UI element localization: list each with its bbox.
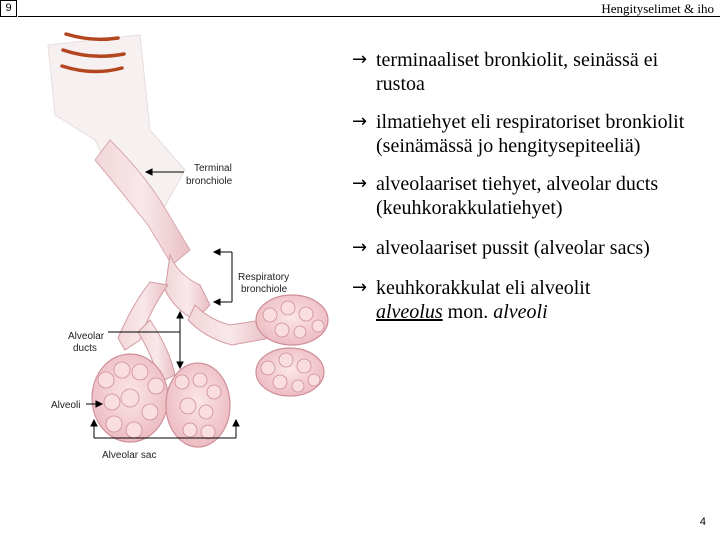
bullet-text: alveolaariset tiehyet, alveolar ducts (keuhkorakkulatiehyet) <box>376 173 659 219</box>
slide-number: 9 <box>0 0 17 17</box>
arrow-icon: → <box>352 277 368 298</box>
label-ducts-1: Alveolar <box>68 331 105 342</box>
bullet-text: alveolaariset pussit (alveolar sacs) <box>376 237 650 259</box>
bullet-respiratory-bronchioles <box>352 110 712 158</box>
label-sac: Alveolar sac <box>102 450 157 461</box>
label-terminal-2: bronchiole <box>186 176 233 187</box>
bullet-alveolar-ducts <box>352 172 712 220</box>
page-number: 4 <box>699 516 706 528</box>
bullet-text: keuhkorakkulat eli alveolit <box>376 277 591 299</box>
bullet-text: terminaaliset bronkiolit, seinässä ei rustoa <box>376 49 659 95</box>
label-respiratory-1: Respiratory <box>238 272 290 283</box>
label-terminal-1: Terminal <box>194 163 232 174</box>
term-plural: alveoli <box>493 301 548 323</box>
cartilage-ring-1 <box>66 34 118 39</box>
bronchiole-diagram <box>0 20 340 470</box>
bullet-alveoli <box>352 276 712 324</box>
bullet-terminal-bronchioles <box>352 48 712 96</box>
bronchus-shape <box>48 35 185 215</box>
label-ducts-2: ducts <box>73 343 97 354</box>
bullet-text: ilmatiehyet eli respiratoriset bronkiolit (seinämässä jo hengitysepiteeliä) <box>376 111 685 157</box>
bullet-list <box>352 48 712 340</box>
arrow-icon: → <box>352 237 368 258</box>
bullet-alveolar-sacs <box>352 236 712 260</box>
arrow-icon: → <box>352 49 368 70</box>
label-respiratory-2: bronchiole <box>241 284 288 295</box>
term-singular: alveolus <box>376 301 443 323</box>
term-connector: mon. <box>447 301 489 323</box>
label-alveoli: Alveoli <box>51 400 81 411</box>
arrow-icon: → <box>352 111 368 132</box>
arrow-icon: → <box>352 173 368 194</box>
header-title: Hengityselimet & iho <box>601 1 714 16</box>
